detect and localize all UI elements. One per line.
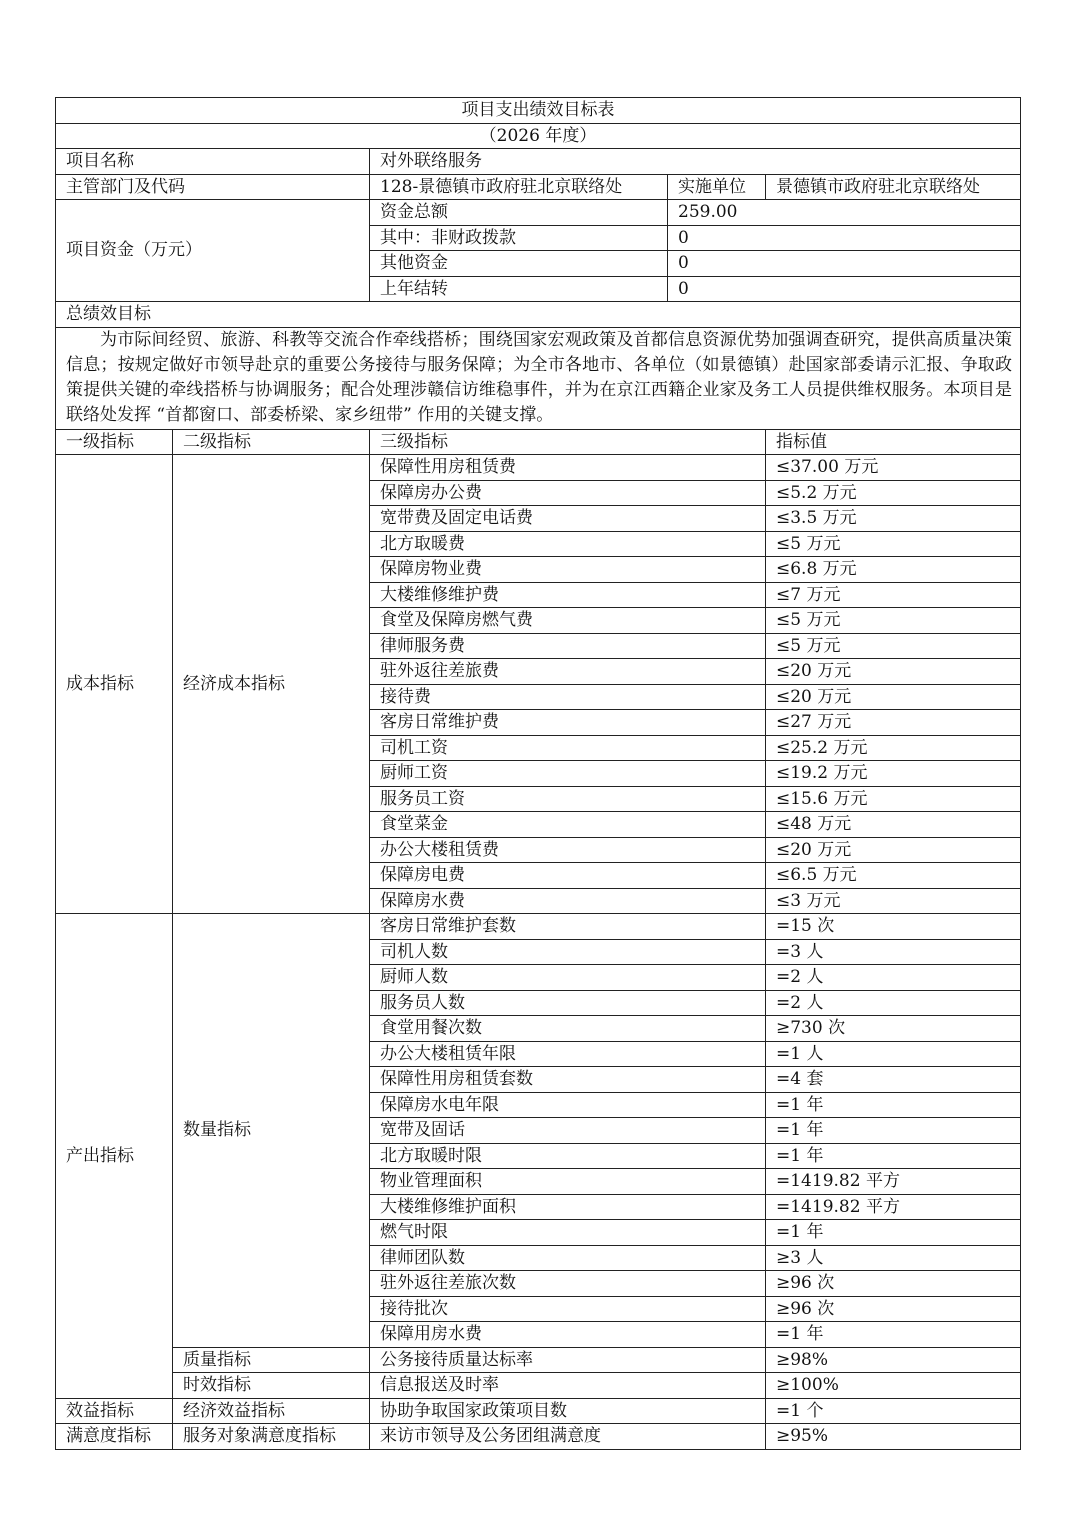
level3-indicator-name: 保障房办公费 bbox=[370, 480, 766, 506]
indicator-value: =3 人 bbox=[766, 939, 1021, 965]
level3-indicator-name: 律师团队数 bbox=[370, 1245, 766, 1271]
fund-item-value: 259.00 bbox=[668, 200, 1021, 226]
level3-indicator-name: 食堂菜金 bbox=[370, 812, 766, 838]
indicator-value: =2 人 bbox=[766, 965, 1021, 991]
indicator-value: ≤15.6 万元 bbox=[766, 786, 1021, 812]
indicator-value: ≤5 万元 bbox=[766, 633, 1021, 659]
level3-indicator-name: 宽带费及固定电话费 bbox=[370, 506, 766, 532]
level3-indicator-name: 厨师人数 bbox=[370, 965, 766, 991]
indicator-value: ≥100% bbox=[766, 1373, 1021, 1399]
level3-indicator-name: 律师服务费 bbox=[370, 633, 766, 659]
indicator-value: =1 年 bbox=[766, 1322, 1021, 1348]
indicator-value: ≥98% bbox=[766, 1347, 1021, 1373]
fund-item-label: 其中：非财政拨款 bbox=[370, 225, 668, 251]
level3-indicator-name: 北方取暖费 bbox=[370, 531, 766, 557]
header-level2: 二级指标 bbox=[173, 429, 370, 455]
indicator-value: =1 个 bbox=[766, 1398, 1021, 1424]
level1-satisfaction-indicator: 满意度指标 bbox=[56, 1424, 173, 1450]
indicator-value: =1 年 bbox=[766, 1118, 1021, 1144]
indicator-value: ≥96 次 bbox=[766, 1296, 1021, 1322]
level3-indicator-name: 接待费 bbox=[370, 684, 766, 710]
level3-indicator-name: 大楼维修维护面积 bbox=[370, 1194, 766, 1220]
indicator-value: ≤19.2 万元 bbox=[766, 761, 1021, 787]
performance-target-table bbox=[55, 97, 1021, 1450]
indicator-value: ≤48 万元 bbox=[766, 812, 1021, 838]
performance-target-document bbox=[55, 97, 1020, 1450]
indicator-value: =1 年 bbox=[766, 1143, 1021, 1169]
fund-item-label: 其他资金 bbox=[370, 251, 668, 277]
level3-indicator-name: 保障用房水费 bbox=[370, 1322, 766, 1348]
overall-goal-label: 总绩效目标 bbox=[56, 302, 1021, 328]
indicator-value: ≤3.5 万元 bbox=[766, 506, 1021, 532]
fund-item-value: 0 bbox=[668, 225, 1021, 251]
level2-economic-cost: 经济成本指标 bbox=[173, 455, 370, 914]
level3-indicator-name: 办公大楼租赁年限 bbox=[370, 1041, 766, 1067]
indicator-value: ≤3 万元 bbox=[766, 888, 1021, 914]
indicator-row bbox=[56, 1398, 1021, 1424]
level3-indicator-name: 客房日常维护套数 bbox=[370, 914, 766, 940]
level3-indicator-name: 保障房水电年限 bbox=[370, 1092, 766, 1118]
level1-benefit-indicator: 效益指标 bbox=[56, 1398, 173, 1424]
level3-indicator-name: 办公大楼租赁费 bbox=[370, 837, 766, 863]
level2-economic-benefit: 经济效益指标 bbox=[173, 1398, 370, 1424]
level3-indicator-name: 驻外返往差旅次数 bbox=[370, 1271, 766, 1297]
impl-unit-label: 实施单位 bbox=[668, 174, 766, 200]
level2-service-satisfaction: 服务对象满意度指标 bbox=[173, 1424, 370, 1450]
header-value: 指标值 bbox=[766, 429, 1021, 455]
table-year: （2026 年度） bbox=[56, 123, 1021, 149]
indicator-row bbox=[56, 1424, 1021, 1450]
indicator-row bbox=[56, 455, 1021, 481]
indicator-value: ≤20 万元 bbox=[766, 684, 1021, 710]
indicator-value: ≤6.5 万元 bbox=[766, 863, 1021, 889]
level2-quantity-indicator: 数量指标 bbox=[173, 914, 370, 1348]
level3-indicator-name: 公务接待质量达标率 bbox=[370, 1347, 766, 1373]
indicator-value: =1 人 bbox=[766, 1041, 1021, 1067]
level3-indicator-name: 保障房电费 bbox=[370, 863, 766, 889]
level3-indicator-name: 司机人数 bbox=[370, 939, 766, 965]
level3-indicator-name: 来访市领导及公务团组满意度 bbox=[370, 1424, 766, 1450]
level3-indicator-name: 客房日常维护费 bbox=[370, 710, 766, 736]
indicator-row bbox=[56, 914, 1021, 940]
level3-indicator-name: 接待批次 bbox=[370, 1296, 766, 1322]
dept-value: 128-景德镇市政府驻北京联络处 bbox=[370, 174, 668, 200]
level3-indicator-name: 保障性用房租赁费 bbox=[370, 455, 766, 481]
indicator-value: ≥3 人 bbox=[766, 1245, 1021, 1271]
level3-indicator-name: 厨师工资 bbox=[370, 761, 766, 787]
indicator-value: ≥96 次 bbox=[766, 1271, 1021, 1297]
level3-indicator-name: 协助争取国家政策项目数 bbox=[370, 1398, 766, 1424]
indicator-row bbox=[56, 1373, 1021, 1399]
level3-indicator-name: 食堂及保障房燃气费 bbox=[370, 608, 766, 634]
impl-unit-value: 景德镇市政府驻北京联络处 bbox=[766, 174, 1021, 200]
level3-indicator-name: 燃气时限 bbox=[370, 1220, 766, 1246]
level3-indicator-name: 保障性用房租赁套数 bbox=[370, 1067, 766, 1093]
header-level3: 三级指标 bbox=[370, 429, 766, 455]
indicator-value: ≤20 万元 bbox=[766, 837, 1021, 863]
level3-indicator-name: 保障房物业费 bbox=[370, 557, 766, 583]
indicator-value: =4 套 bbox=[766, 1067, 1021, 1093]
table-title: 项目支出绩效目标表 bbox=[56, 98, 1021, 124]
indicator-value: =1 年 bbox=[766, 1220, 1021, 1246]
level1-output-indicator: 产出指标 bbox=[56, 914, 173, 1399]
indicator-value: ≤25.2 万元 bbox=[766, 735, 1021, 761]
overall-goal-text: 为市际间经贸、旅游、科教等交流合作牵线搭桥；围绕国家宏观政策及首都信息资源优势加强调查研究，提供高质量决策信息；按规定做好市领导赴京的重要公务接待与服务保障；为全市各地市、各单位（如景德镇）赴国家部委请示汇报、争取政策提供关键的牵线搭桥与协调服务；配合处理涉赣信访维稳事件，并为在京江西籍企业家及务工人员提供维权服务。本项目是联络处发挥 “首都窗口、部委桥梁、家乡纽带” 作用的关键支撑。 bbox=[56, 327, 1021, 429]
level2-quality-indicator: 质量指标 bbox=[173, 1347, 370, 1373]
indicator-value: ≤20 万元 bbox=[766, 659, 1021, 685]
fund-item-value: 0 bbox=[668, 276, 1021, 302]
fund-item-value: 0 bbox=[668, 251, 1021, 277]
dept-label: 主管部门及代码 bbox=[56, 174, 370, 200]
header-level1: 一级指标 bbox=[56, 429, 173, 455]
indicator-value: ≤37.00 万元 bbox=[766, 455, 1021, 481]
indicator-value: ≤6.8 万元 bbox=[766, 557, 1021, 583]
level3-indicator-name: 服务员工资 bbox=[370, 786, 766, 812]
indicator-value: ≤5.2 万元 bbox=[766, 480, 1021, 506]
level3-indicator-name: 食堂用餐次数 bbox=[370, 1016, 766, 1042]
level3-indicator-name: 服务员人数 bbox=[370, 990, 766, 1016]
project-name-value: 对外联络服务 bbox=[370, 149, 1021, 175]
indicator-value: ≥95% bbox=[766, 1424, 1021, 1450]
level1-cost-indicator: 成本指标 bbox=[56, 455, 173, 914]
level3-indicator-name: 大楼维修维护费 bbox=[370, 582, 766, 608]
indicator-value: =1419.82 平方 bbox=[766, 1169, 1021, 1195]
fund-item-label: 上年结转 bbox=[370, 276, 668, 302]
indicator-value: ≤5 万元 bbox=[766, 608, 1021, 634]
indicator-value: ≥730 次 bbox=[766, 1016, 1021, 1042]
indicator-row bbox=[56, 1347, 1021, 1373]
indicator-value: =1419.82 平方 bbox=[766, 1194, 1021, 1220]
level3-indicator-name: 驻外返往差旅费 bbox=[370, 659, 766, 685]
project-name-label: 项目名称 bbox=[56, 149, 370, 175]
indicator-value: =2 人 bbox=[766, 990, 1021, 1016]
level3-indicator-name: 保障房水费 bbox=[370, 888, 766, 914]
indicator-value: =1 年 bbox=[766, 1092, 1021, 1118]
funds-label: 项目资金（万元） bbox=[56, 200, 370, 302]
indicator-value: =15 次 bbox=[766, 914, 1021, 940]
indicator-value: ≤7 万元 bbox=[766, 582, 1021, 608]
level3-indicator-name: 物业管理面积 bbox=[370, 1169, 766, 1195]
level3-indicator-name: 信息报送及时率 bbox=[370, 1373, 766, 1399]
level2-timeliness-indicator: 时效指标 bbox=[173, 1373, 370, 1399]
indicator-value: ≤27 万元 bbox=[766, 710, 1021, 736]
indicator-value: ≤5 万元 bbox=[766, 531, 1021, 557]
level3-indicator-name: 北方取暖时限 bbox=[370, 1143, 766, 1169]
level3-indicator-name: 司机工资 bbox=[370, 735, 766, 761]
level3-indicator-name: 宽带及固话 bbox=[370, 1118, 766, 1144]
fund-item-label: 资金总额 bbox=[370, 200, 668, 226]
